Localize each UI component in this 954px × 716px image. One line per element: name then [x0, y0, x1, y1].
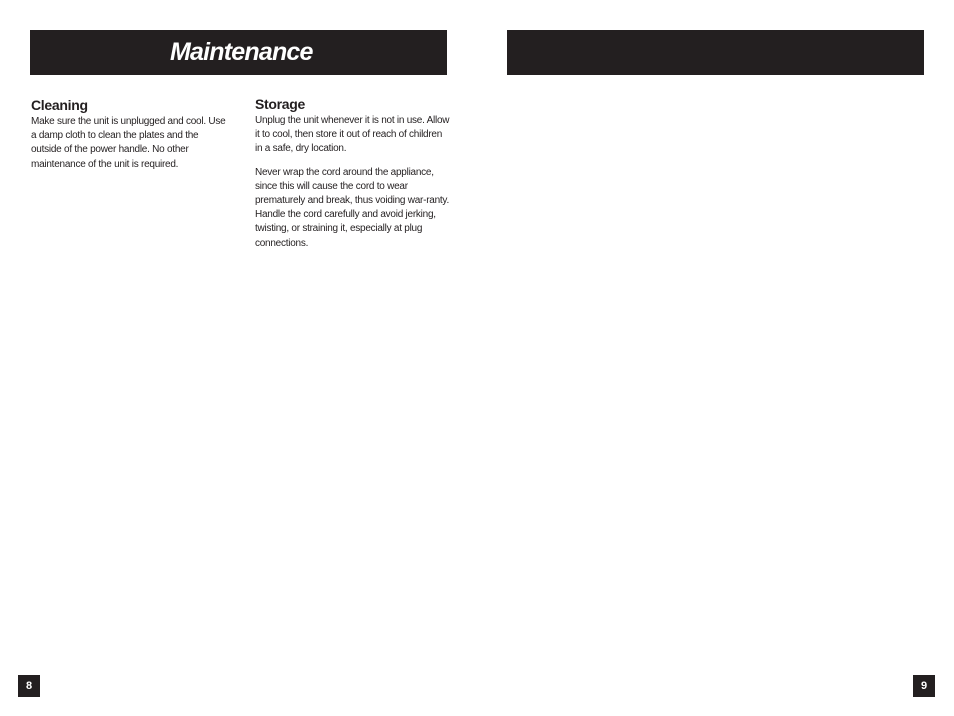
- storage-section: [255, 95, 451, 251]
- header-bar-right: [507, 30, 924, 75]
- page-number-right: 9: [913, 675, 935, 697]
- storage-heading: Storage: [255, 96, 306, 112]
- storage-paragraph-1: Unplug the unit whenever it is not in use. Allow it to cool, then store it out of reach of children in a safe, dry location.: [255, 115, 450, 155]
- cleaning-section: [31, 96, 227, 172]
- cleaning-paragraph: Make sure the unit is unplugged and cool. Use a damp cloth to clean the plates and the outside of the power handle. No other maintenance of the unit is required.: [31, 116, 226, 170]
- page-title: Maintenance: [170, 38, 313, 66]
- header-bar-left: [30, 30, 447, 75]
- page-number-left: 8: [18, 675, 40, 697]
- cleaning-heading: Cleaning: [31, 97, 88, 113]
- storage-paragraph-2: Never wrap the cord around the appliance, since this will cause the cord to wear prematurely and break, thus voiding war-ranty. Handle the cord carefully and avoid jerking, twisting, or straining it, especially at plug connections.: [255, 166, 449, 249]
